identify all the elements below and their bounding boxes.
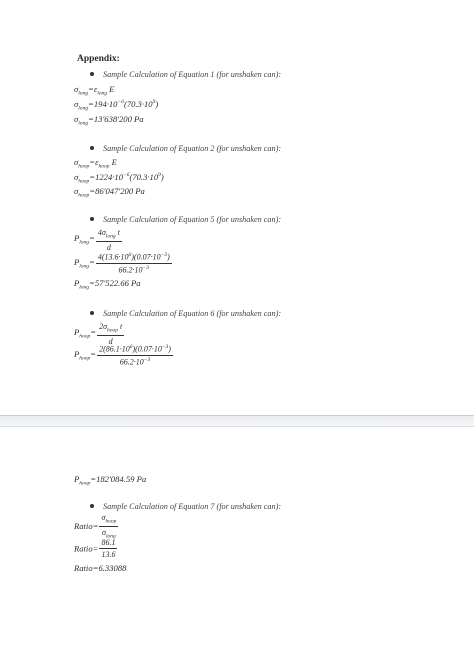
- page-edge-top: [0, 415, 474, 416]
- bullet-label: Sample Calculation of Equation 2 (for unshaken can):: [103, 144, 282, 153]
- eq1-line3: $\sigma_{long}=13'638'200$ Pa: [74, 114, 144, 127]
- eq7-line3: Ratio=6.33088: [74, 563, 127, 573]
- bullet-equation-2: [90, 144, 281, 153]
- fraction: $\frac{2\sigma_{hoop} t}{d}$: [99, 322, 123, 346]
- eq1-line1: $\sigma_{long}=\varepsilon_{long}$ E: [74, 84, 115, 97]
- appendix-heading: Appendix:: [77, 54, 120, 64]
- eq6-line3: $P_{hoop}=182'084.59$ Pa: [74, 474, 147, 487]
- eq2-line2: $\sigma_{hoop}=1224\cdot 10^{-6}(70.3\cdot 10^9)$: [74, 172, 164, 185]
- fraction: $\frac{2(86.1\cdot 10^6)(0.07\cdot 10^{-3})}{66.2\cdot 10^{-3}}$: [99, 344, 171, 367]
- eq5-line3: $P_{long}=57'522.66$ Pa: [74, 278, 141, 291]
- eq2-line3: $\sigma_{hoop}=86'047'200$ Pa: [74, 186, 145, 199]
- eq7-line1: Ratio= $\frac{\sigma_{hoop}}{\sigma_{long}}$: [74, 513, 117, 540]
- eq5-line1: $P_{long}=$ $\frac{4\sigma_{long} t}{d}$: [74, 228, 120, 252]
- fraction: $\frac{4\sigma_{long} t}{d}$: [97, 228, 120, 252]
- bullet-equation-5: [90, 215, 281, 224]
- bullet-equation-6: [90, 309, 281, 318]
- fraction: $\frac{4(13.6\cdot 10^6)(0.07\cdot 10^{-3})}{66.2\cdot 10^{-3}}$: [97, 252, 170, 275]
- eq2-line1: $\sigma_{hoop}=\varepsilon_{hoop}$ E: [74, 157, 117, 170]
- eq5-line2: $P_{long}=$ $\frac{4(13.6\cdot 10^6)(0.07\cdot 10^{-3})}{66.2\cdot 10^{-3}}$: [74, 252, 170, 275]
- bullet-dot-icon: [90, 146, 94, 150]
- fraction: $\frac{\sigma_{hoop}}{\sigma_{long}}$: [101, 513, 117, 540]
- bullet-equation-1: [90, 70, 281, 79]
- bullet-dot-icon: [90, 504, 94, 508]
- fraction: $\frac{86.1}{13.6}$: [101, 538, 116, 559]
- page-edge-bottom: [0, 426, 474, 427]
- eq1-line2: $\sigma_{long}=194\cdot 10^{-6}(70.3\cdot 10^9)$: [74, 99, 159, 112]
- bullet-label: Sample Calculation of Equation 5 (for unshaken can):: [103, 215, 282, 224]
- bullet-label: Sample Calculation of Equation 6 (for unshaken can):: [103, 309, 282, 318]
- bullet-equation-7: [90, 502, 281, 511]
- eq6-line2: $P_{hoop}=$ $\frac{2(86.1\cdot 10^6)(0.07\cdot 10^{-3})}{66.2\cdot 10^{-3}}$: [74, 344, 171, 367]
- bullet-dot-icon: [90, 72, 94, 76]
- bullet-dot-icon: [90, 217, 94, 221]
- bullet-label: Sample Calculation of Equation 1 (for unshaken can):: [103, 70, 282, 79]
- eq7-line2: Ratio= $\frac{86.1}{13.6}$: [74, 538, 116, 559]
- bullet-dot-icon: [90, 311, 94, 315]
- page-break: [0, 415, 474, 427]
- bullet-label: Sample Calculation of Equation 7 (for unshaken can):: [103, 502, 282, 511]
- eq6-line1: $P_{hoop}=$ $\frac{2\sigma_{hoop} t}{d}$: [74, 322, 123, 346]
